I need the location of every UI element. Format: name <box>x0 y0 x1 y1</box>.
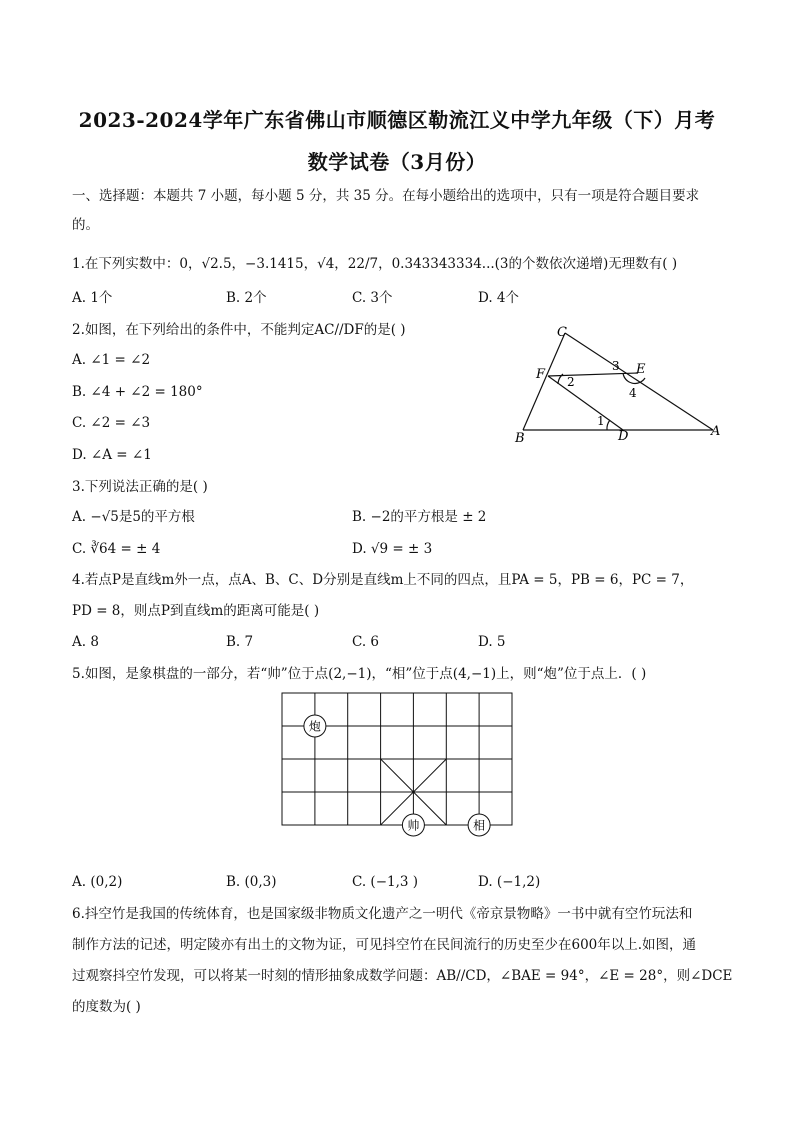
shuai-piece <box>402 814 424 836</box>
q6-text-line3: 过观察抖空竹发现，可以将某一时刻的情形抽象成数学问题：AB//CD，∠BAE = 94°，∠E = 28°，则∠DCE <box>72 968 733 984</box>
section-instructions-line2: 的。 <box>72 217 99 233</box>
q1-option-d: D. 4个 <box>478 290 520 306</box>
exam-title-line1: 2023-2024学年广东省佛山市顺德区勒流江义中学九年级（下）月考 <box>78 108 716 132</box>
xiang-label: 相 <box>473 818 486 833</box>
q3-option-c: C. ∛64 = ± 4 <box>72 541 161 557</box>
q1-text: 1.在下列实数中：0，√2.5，−3.1415，√4，22/7，0.343343334...(3的个数依次递增)无理数有( ) <box>72 256 678 272</box>
q5-text: 5.如图，是象棋盘的一部分，若“帅”位于点(2,−1)，“相”位于点(4,−1)上，则“炮”位于点上．( ) <box>72 666 647 682</box>
q2-option-a: A. ∠1 = ∠2 <box>72 352 151 368</box>
q2-label-b: B <box>515 431 525 446</box>
q2-angle-4: 4 <box>629 386 637 400</box>
section-instructions-line1: 一、选择题：本题共 7 小题，每小题 5 分，共 35 分。在每小题给出的选项中，只有一项是符合题目要求 <box>72 188 700 204</box>
q2-angle-2: 2 <box>567 375 575 389</box>
q4-text-line2: PD = 8，则点P到直线m的距离可能是( ) <box>72 603 320 619</box>
q2-label-c: C <box>557 325 567 340</box>
q4-option-d: D. 5 <box>478 634 506 650</box>
q5-chessboard-figure <box>270 685 530 845</box>
q1-option-b: B. 2个 <box>226 290 267 306</box>
q1-option-c: C. 3个 <box>352 290 393 306</box>
q5-option-d: D. (−1,2) <box>478 874 541 890</box>
q5-option-a: A. (0,2) <box>72 874 123 890</box>
q2-triangle-figure <box>505 318 735 448</box>
q3-option-a: A. −√5是5的平方根 <box>72 509 195 525</box>
q5-option-c: C. (−1,3 ) <box>352 874 419 890</box>
q2-label-d: D <box>618 429 629 444</box>
exam-title-line2: 数学试卷（3月份） <box>307 150 487 174</box>
q2-angle-1: 1 <box>597 414 605 428</box>
q3-option-b: B. −2的平方根是 ± 2 <box>352 509 487 525</box>
q2-label-a: A <box>711 424 721 439</box>
q6-text-line2: 制作方法的记述，明定陵亦有出土的文物为证，可见抖空竹在民间流行的历史至少在600年以上.如图，通 <box>72 937 697 953</box>
q3-text: 3.下列说法正确的是( ) <box>72 479 208 495</box>
q2-option-b: B. ∠4 + ∠2 = 180° <box>72 384 203 400</box>
q3-option-d: D. √9 = ± 3 <box>352 541 433 557</box>
q2-option-d: D. ∠A = ∠1 <box>72 447 152 463</box>
q4-option-b: B. 7 <box>226 634 254 650</box>
q2-text: 2.如图，在下列给出的条件中，不能判定AC//DF的是( ) <box>72 322 406 338</box>
q4-option-a: A. 8 <box>72 634 99 650</box>
q2-option-c: C. ∠2 = ∠3 <box>72 415 151 431</box>
xiang-piece <box>468 814 490 836</box>
q2-angle-3: 3 <box>612 359 620 373</box>
pao-piece <box>304 715 326 737</box>
q4-option-c: C. 6 <box>352 634 380 650</box>
q6-text-line4: 的度数为( ) <box>72 999 141 1015</box>
shuai-label: 帅 <box>407 818 420 833</box>
q5-option-b: B. (0,3) <box>226 874 277 890</box>
pao-label: 炮 <box>308 719 321 734</box>
q2-label-f: F <box>536 367 546 382</box>
q1-option-a: A. 1个 <box>72 290 113 306</box>
q4-text-line1: 4.若点P是直线m外一点，点A、B、C、D分别是直线m上不同的四点，且PA = 5，PB = 6，PC = 7， <box>72 572 694 588</box>
q2-label-e: E <box>636 362 646 377</box>
q6-text-line1: 6.抖空竹是我国的传统体育，也是国家级非物质文化遗产之一明代《帝京景物略》一书中就有空竹玩法和 <box>72 906 693 922</box>
